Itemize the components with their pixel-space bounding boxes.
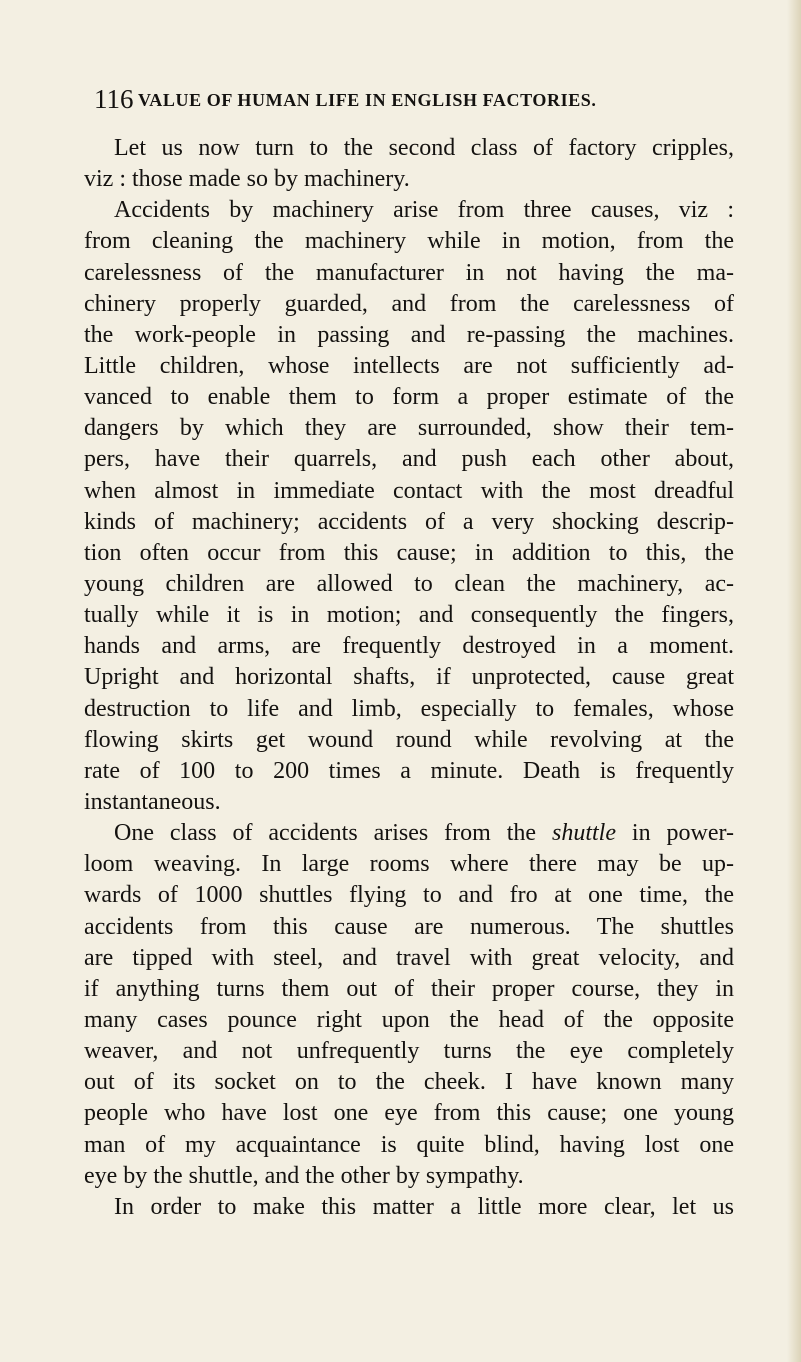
text-line: out of its socket on to the cheek. I have known many	[84, 1069, 734, 1096]
text-line: weaver, and not unfrequently turns the eye completely	[84, 1038, 734, 1065]
text-line: the work-people in passing and re-passing the machines.	[84, 321, 734, 348]
text-segment: One class of accidents arises from the	[114, 820, 552, 847]
text-line: tion often occur from this cause; in addition to this, the	[84, 539, 734, 566]
text-line: flowing skirts get wound round while revolving at the	[84, 726, 734, 753]
text-line: wards of 1000 shuttles flying to and fro at one time, the	[84, 882, 734, 909]
text-line: Upright and horizontal shafts, if unprotected, cause great	[84, 664, 734, 691]
text-line: chinery properly guarded, and from the carelessness of	[84, 290, 734, 317]
text-line: if anything turns them out of their proper course, they in	[84, 975, 734, 1002]
text-line: when almost in immediate contact with the most dreadful	[84, 477, 734, 504]
page-number: 116	[94, 84, 134, 114]
text-line: people who have lost one eye from this cause; one young	[84, 1100, 734, 1127]
text-line: accidents from this cause are numerous. The shuttles	[84, 913, 734, 940]
text-line: young children are allowed to clean the machinery, ac-	[84, 570, 734, 597]
text-line: Accidents by machinery arise from three causes, viz :	[114, 197, 734, 224]
text-line: kinds of machinery; accidents of a very shocking descrip-	[84, 508, 734, 535]
text-segment: in power-	[616, 820, 735, 847]
text-line: In order to make this matter a little more clear, let us	[114, 1193, 734, 1220]
text-line: viz : those made so by machinery.	[84, 166, 410, 193]
text-line: carelessness of the manufacturer in not having the ma-	[84, 259, 734, 286]
running-title: VALUE OF HUMAN LIFE IN ENGLISH FACTORIES.	[138, 90, 597, 110]
italic-term: shuttle	[552, 820, 616, 847]
text-line: loom weaving. In large rooms where there may be up-	[84, 851, 734, 878]
text-line: tually while it is in motion; and consequently the fingers,	[84, 602, 734, 629]
body-text	[84, 133, 734, 1223]
text-line	[84, 818, 734, 849]
text-line: dangers by which they are surrounded, show their tem-	[84, 415, 734, 442]
page-edge-shading	[787, 0, 801, 1362]
running-header	[94, 84, 694, 114]
text-line: instantaneous.	[84, 788, 221, 815]
text-line: man of my acquaintance is quite blind, having lost one	[84, 1131, 734, 1158]
text-line: rate of 100 to 200 times a minute. Death is frequently	[84, 757, 734, 784]
text-line: destruction to life and limb, especially to females, whose	[84, 695, 734, 722]
text-line: hands and arms, are frequently destroyed in a moment.	[84, 633, 734, 660]
text-line: Let us now turn to the second class of factory cripples,	[114, 135, 734, 161]
text-line: eye by the shuttle, and the other by sympathy.	[84, 1162, 524, 1189]
text-line: many cases pounce right upon the head of the opposite	[84, 1006, 734, 1033]
text-line: are tipped with steel, and travel with great velocity, and	[84, 944, 734, 971]
text-line: pers, have their quarrels, and push each other about,	[84, 446, 734, 473]
text-line: vanced to enable them to form a proper estimate of the	[84, 384, 734, 411]
text-line: Little children, whose intellects are not sufficiently ad-	[84, 352, 734, 379]
text-line: from cleaning the machinery while in motion, from the	[84, 228, 734, 255]
